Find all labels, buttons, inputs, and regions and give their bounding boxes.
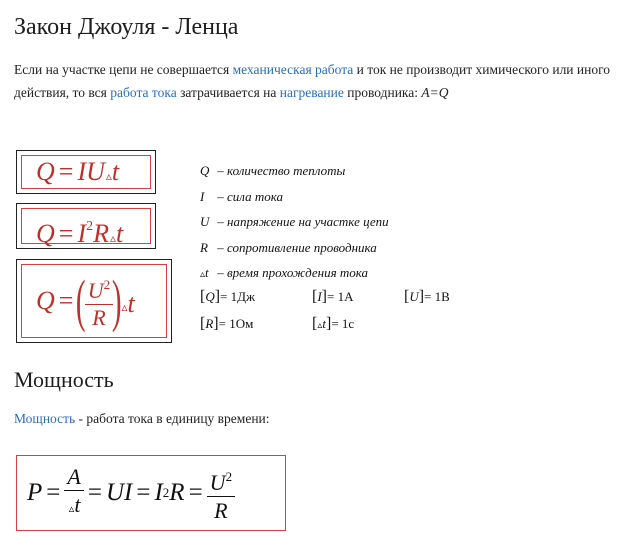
power-formula-box [16,455,286,531]
power-formula: P = $\frac{A}{▵t}$ = UI = I 2 R = $\frac{U^2}{R}$ [27,456,235,530]
page-title: Закон Джоуля - Ленца [14,14,239,40]
link-mechanical-work[interactable]: механическая работа [232,62,354,77]
formula-box-2: $Q = I^2R▵t$ [16,203,156,249]
section-title-power: Мощность [14,367,114,392]
unit-r: [R]= 1Ом [200,315,254,332]
unit-u: [U]= 1В [404,288,450,305]
legend-row: Q – количество теплоты [200,163,346,178]
legend-row: I – сила тока [200,188,283,204]
power-definition: Мощность - работа тока в единицу времени: [14,411,270,426]
unit-i: [I]= 1А [312,288,354,305]
unit-t: [▵t]= 1с [312,315,355,332]
formula-box-3: Q = ( $\frac{U^2}{R}$ ) ▵ t [16,259,172,343]
symbol-legend [200,158,389,286]
unit-q: [Q]= 1Дж [200,288,255,305]
legend-row: U – напряжение на участке цепи [200,214,389,229]
link-heating[interactable]: нагревание [279,84,344,100]
link-power[interactable]: Мощность [14,411,76,426]
legend-row: R – сопротивление проводника [200,239,377,255]
link-current-work[interactable]: работа тока [110,84,177,100]
formula-box-1: Q = IU▵t [16,150,156,194]
intro-paragraph: Если на участке цепи не совершается механическая работа и ток не производит химического или иного действия, то вся работа тока затрачивается на нагревание проводника: A=Q [14,62,611,100]
legend-row: ▵t – время прохождения тока [200,265,369,280]
